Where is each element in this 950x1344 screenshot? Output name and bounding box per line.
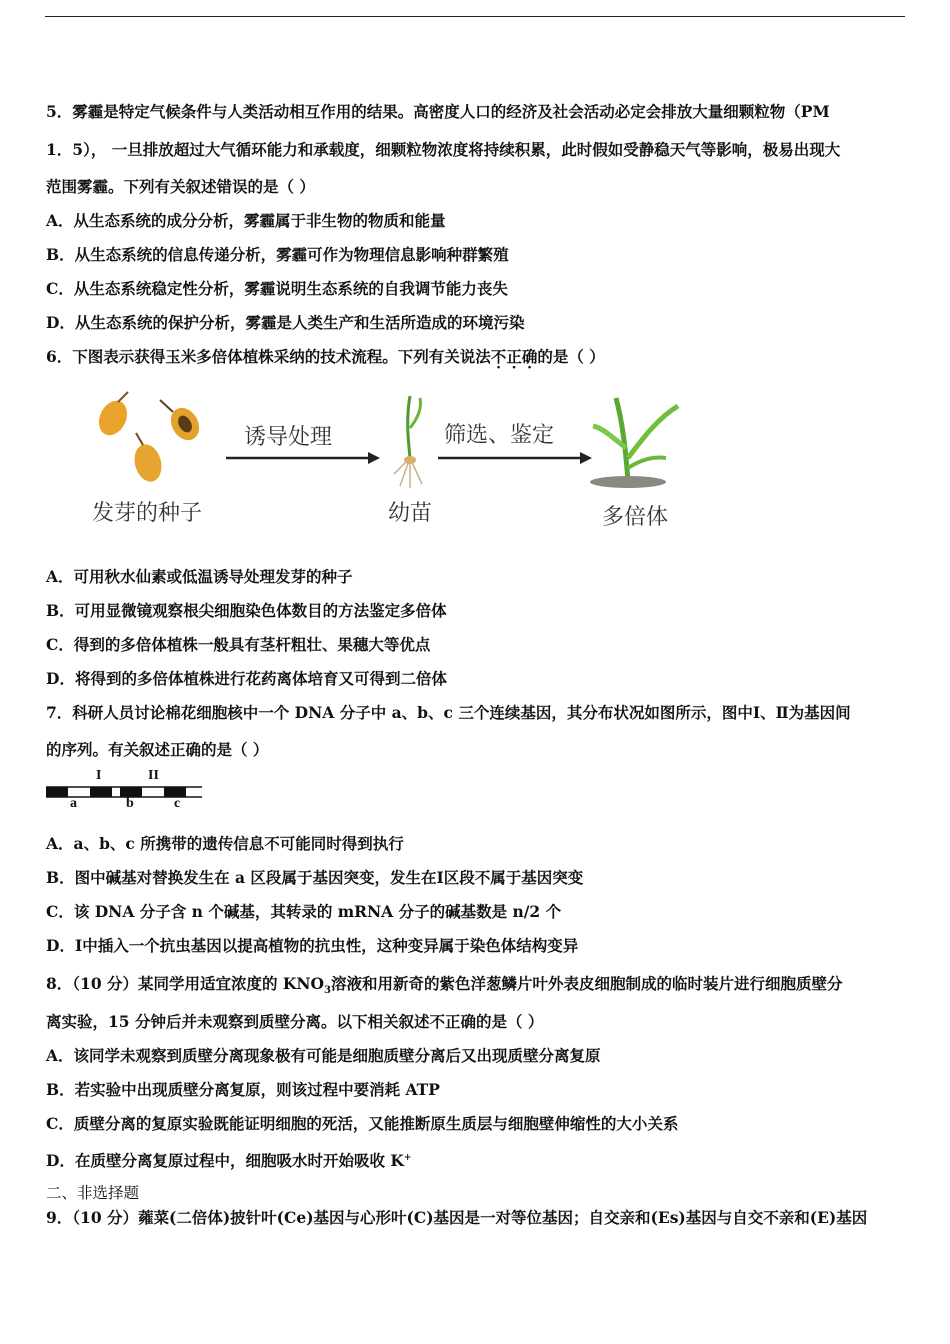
q6-option-c: C．得到的多倍体植株一般具有茎杆粗壮、果穗大等优点 <box>46 635 431 654</box>
region-I-label: I <box>96 768 102 783</box>
q6-stem <box>46 347 916 367</box>
gene-a-label: a <box>70 796 77 811</box>
arrow-icon <box>226 452 380 464</box>
gene-c-label: c <box>174 796 181 811</box>
q5-stem-line1: 5．雾霾是特定气候条件与人类活动相互作用的结果。高密度人口的经济及社会活动必定会排放大量细颗粒物（PM <box>46 102 830 121</box>
q6-emphasis-3: 确 <box>521 347 538 366</box>
q8-option-b: B．若实验中出现质壁分离复原，则该过程中要消耗 ATP <box>46 1080 440 1099</box>
q6-option-b: B．可用显微镜观察根尖细胞染色体数目的方法鉴定多倍体 <box>46 601 447 620</box>
header-rule <box>45 16 905 17</box>
q7-option-c: C．该 DNA 分子含 n 个碱基，其转录的 mRNA 分子的碱基数是 n/2 个 <box>46 902 562 921</box>
seedling-icon <box>394 396 422 488</box>
q7-stem-line1: 7．科研人员讨论棉花细胞核中一个 DNA 分子中 a、b、c 三个连续基因，其分布状况如图所示，图中Ⅰ、Ⅱ为基因间 <box>46 703 851 722</box>
q6-emphasis-2: 正 <box>506 347 522 366</box>
q6-option-d: D．将得到的多倍体植株进行花药离体培育又可得到二倍体 <box>46 669 447 688</box>
polyploid-label: 多倍体 <box>602 505 669 530</box>
q6-stem-pre: 6．下图表示获得玉米多倍体植株采纳的技术流程。下列有关说法 <box>46 347 491 366</box>
q5-option-b: B．从生态系统的信息传递分析，雾霾可作为物理信息影响种群繁殖 <box>46 245 509 264</box>
seedling-label: 幼苗 <box>388 501 433 526</box>
q6-emphasis-1: 不 <box>490 347 507 366</box>
q8-option-d <box>46 1148 916 1171</box>
q7-stem-line2: 的序列。有关叙述正确的是（ ） <box>46 740 269 759</box>
q8-stem-pre: 8．（10 分）某同学用适宜浓度的 KNO <box>46 974 325 993</box>
arrow-icon <box>438 452 592 464</box>
seed-icon <box>94 392 205 485</box>
q8-option-a: A．该同学未观察到质壁分离现象极有可能是细胞质壁分离后又出现质壁分离复原 <box>46 1046 601 1065</box>
q5-stem-line2: 1．5）， 一旦排放超过大气循环能力和承载度，细颗粒物浓度将持续积累，此时假如受静稳天气等影响，极易出现大 <box>46 140 841 159</box>
q6-option-a: A．可用秋水仙素或低温诱导处理发芽的种子 <box>46 567 353 586</box>
q5-option-c: C．从生态系统稳定性分析，雾霾说明生态系统的自我调节能力丧失 <box>46 279 508 298</box>
polyploid-plant-icon <box>590 398 678 488</box>
q5-option-a: A．从生态系统的成分分析，雾霾属于非生物的物质和能量 <box>46 211 446 230</box>
dna-segment-figure <box>44 770 204 812</box>
step2-label: 筛选、鉴定 <box>444 423 555 448</box>
q7-option-b: B．图中碱基对替换发生在 a 区段属于基因突变，发生在Ⅰ区段不属于基因突变 <box>46 868 584 887</box>
q7-option-a: A．a、b、c 所携带的遗传信息不可能同时得到执行 <box>46 834 404 853</box>
q8-option-d-text: D．在质壁分离复原过程中，细胞吸水时开始吸收 K <box>46 1151 404 1171</box>
q8-subscript: 3 <box>324 985 332 997</box>
q5-option-d: D．从生态系统的保护分析，雾霾是人类生产和生活所造成的环境污染 <box>46 313 525 332</box>
q8-stem-post: 溶液和用新奇的紫色洋葱鳞片叶外表皮细胞制成的临时装片进行细胞质壁分 <box>331 974 843 993</box>
q6-stem-post: 的是（ ） <box>537 347 605 366</box>
q8-stem-line1 <box>46 974 916 1001</box>
q8-superscript: + <box>403 1153 412 1163</box>
q9-stem-line1: 9．（10 分）蕹菜(二倍体)披针叶(Ce)基因与心形叶(C)基因是一对等位基因；自交亲和(Es)基因与自交不亲和(E)基因 <box>46 1208 868 1227</box>
q5-stem-line3: 范围雾霾。下列有关叙述错误的是（ ） <box>46 177 315 196</box>
step1-label: 诱导处理 <box>244 425 333 450</box>
polyploid-flow-diagram <box>88 388 688 538</box>
section-heading: 二、非选择题 <box>46 1184 140 1202</box>
region-II-label: II <box>148 768 159 783</box>
seeds-label: 发芽的种子 <box>92 501 203 526</box>
gene-b-label: b <box>126 796 134 811</box>
q7-option-d: D．Ⅰ中插入一个抗虫基因以提高植物的抗虫性，这种变异属于染色体结构变异 <box>46 936 579 955</box>
q8-option-c: C．质壁分离的复原实验既能证明细胞的死活，又能推断原生质层与细胞壁伸缩性的大小关系 <box>46 1114 679 1133</box>
q8-stem-line2: 离实验，15 分钟后并未观察到质壁分离。以下相关叙述不正确的是（ ） <box>46 1012 544 1031</box>
